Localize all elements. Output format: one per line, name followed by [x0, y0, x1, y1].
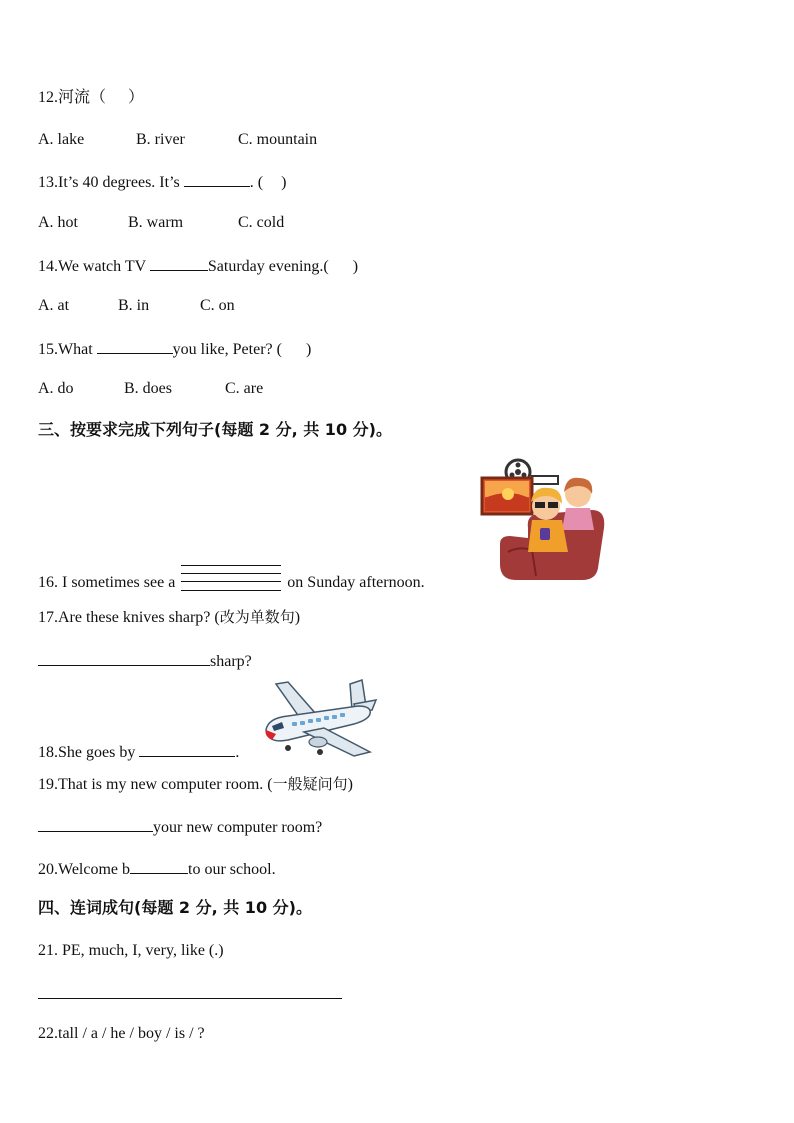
q16-four-line-blank[interactable] [181, 565, 281, 591]
q13-option-a[interactable]: A. hot [38, 214, 78, 231]
q12-option-a[interactable]: A. lake [38, 131, 85, 148]
q21-answer-line[interactable] [38, 998, 342, 999]
question-21: 21. PE, much, I, very, like (.) [38, 942, 224, 959]
q13-options [38, 213, 284, 233]
q18-blank[interactable] [139, 741, 235, 757]
q12-option-b[interactable]: B. river [136, 131, 185, 148]
q15-options [38, 379, 263, 399]
question-20 [38, 858, 276, 880]
q14-post: Saturday evening.( [207, 258, 329, 275]
question-14 [38, 255, 358, 277]
q17-instruction: 改为单数句 [219, 608, 295, 626]
airplane-illustration [258, 678, 378, 758]
q17-answer-blank[interactable] [38, 650, 210, 666]
movie-watching-illustration [478, 458, 608, 584]
q20-pre: 20.Welcome b [38, 861, 131, 878]
q15-pre: 15.What [38, 341, 93, 358]
q12-stem: 12.河流（ [38, 89, 107, 106]
question-17 [38, 607, 300, 628]
q14-close: ) [352, 258, 359, 275]
question-15 [38, 338, 311, 360]
q13-option-b[interactable]: B. warm [128, 214, 184, 231]
q15-option-c[interactable]: C. are [225, 380, 264, 397]
q19-instruction: 一般疑问句 [272, 775, 348, 793]
q15-option-a[interactable]: A. do [38, 380, 74, 397]
q17-answer-post: sharp? [210, 653, 252, 670]
q15-close: ) [305, 341, 312, 358]
question-18 [38, 741, 239, 763]
question-19 [38, 774, 353, 795]
q16-post: on Sunday afternoon. [287, 574, 425, 591]
question-13 [38, 171, 286, 193]
q13-option-c[interactable]: C. cold [238, 214, 285, 231]
q15-option-b[interactable]: B. does [124, 380, 172, 397]
q14-option-c[interactable]: C. on [200, 297, 235, 314]
q19-answer-blank[interactable] [38, 816, 153, 832]
q19-answer-post: your new computer room? [153, 819, 323, 836]
q14-pre: 14.We watch TV [38, 258, 146, 275]
q19-answer [38, 816, 322, 838]
q13-pre: 13.It’s 40 degrees. It’s [38, 174, 180, 191]
section-3-title: 三、按要求完成下列句子(每题 2 分, 共 10 分)。 [38, 420, 392, 439]
question-16 [38, 565, 425, 593]
q18-pre: 18.She goes by [38, 744, 136, 761]
q14-blank[interactable] [150, 255, 208, 271]
question-12 [38, 88, 144, 108]
section-4-title: 四、连词成句(每题 2 分, 共 10 分)。 [38, 898, 312, 917]
q13-blank[interactable] [184, 171, 250, 187]
q17-post: ) [294, 609, 301, 626]
q20-post: to our school. [188, 861, 276, 878]
q14-options [38, 296, 235, 316]
q19-pre: 19.That is my new computer room. ( [38, 776, 273, 793]
q17-pre: 17.Are these knives sharp? ( [38, 609, 220, 626]
q12-options [38, 130, 317, 150]
q19-post: ) [347, 776, 353, 793]
q12-option-c[interactable]: C. mountain [238, 131, 318, 148]
q20-blank[interactable] [130, 858, 188, 874]
q16-pre: 16. I sometimes see a [38, 574, 176, 591]
q14-option-b[interactable]: B. in [118, 297, 150, 314]
q15-blank[interactable] [97, 338, 173, 354]
q13-post: . ( [249, 174, 264, 191]
q12-close: ） [128, 89, 145, 106]
q17-answer [38, 650, 252, 672]
q18-post: . [235, 744, 240, 761]
q15-post: you like, Peter? ( [172, 341, 282, 358]
q14-option-a[interactable]: A. at [38, 297, 70, 314]
question-22: 22.tall / a / he / boy / is / ? [38, 1025, 205, 1042]
q13-close: ) [281, 174, 287, 191]
